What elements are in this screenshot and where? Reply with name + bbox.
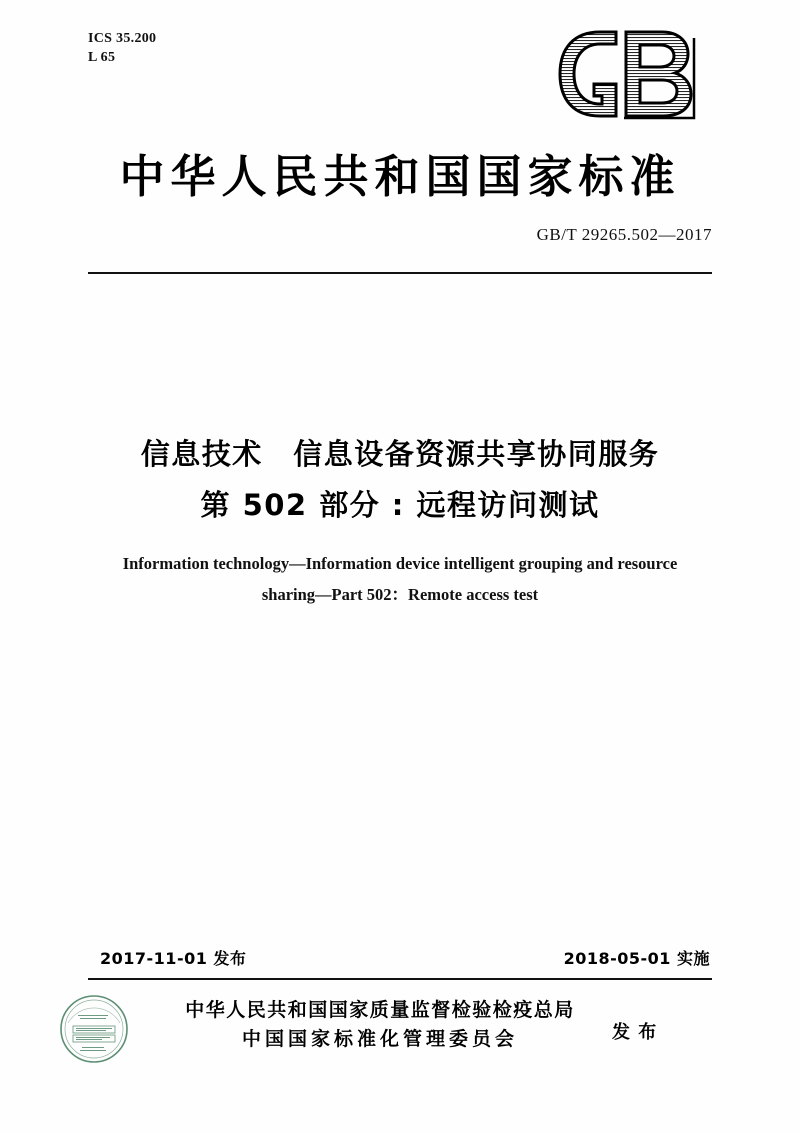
publisher-block bbox=[150, 996, 610, 1053]
ics-block bbox=[88, 30, 156, 68]
footer-divider bbox=[88, 978, 712, 980]
document-title-en-line2: sharing—Part 502：Remote access test bbox=[261, 585, 539, 605]
document-title-cn-line2: 第 502 部分 : 远程访问测试 bbox=[200, 488, 600, 522]
publisher-line-1: 中华人民共和国国家质量监督检验检疫总局 bbox=[185, 999, 575, 1021]
national-standard-title: 中华人民共和国国家标准 bbox=[119, 150, 681, 203]
document-title-cn-line1: 信息技术 信息设备资源共享协同服务 bbox=[140, 437, 660, 471]
publish-verb: 发 布 bbox=[612, 1022, 658, 1043]
publisher-line-2: 中国国家标准化管理委员会 bbox=[241, 1027, 518, 1050]
ics-code: ICS 35.200 bbox=[88, 31, 157, 46]
document-title-en bbox=[100, 548, 700, 611]
issue-date: 2017-11-01 发布 bbox=[100, 949, 247, 968]
effective-date: 2018-05-01 实施 bbox=[563, 949, 710, 968]
gb-emblem-icon bbox=[554, 28, 714, 120]
header-divider bbox=[88, 272, 712, 274]
standard-number: GB/T 29265.502—2017 bbox=[536, 225, 712, 244]
classification-code: L 65 bbox=[88, 49, 116, 65]
document-title-en-line1: Information technology—Information device intelligent grouping and resource bbox=[122, 554, 678, 573]
official-seal-icon bbox=[58, 993, 130, 1065]
